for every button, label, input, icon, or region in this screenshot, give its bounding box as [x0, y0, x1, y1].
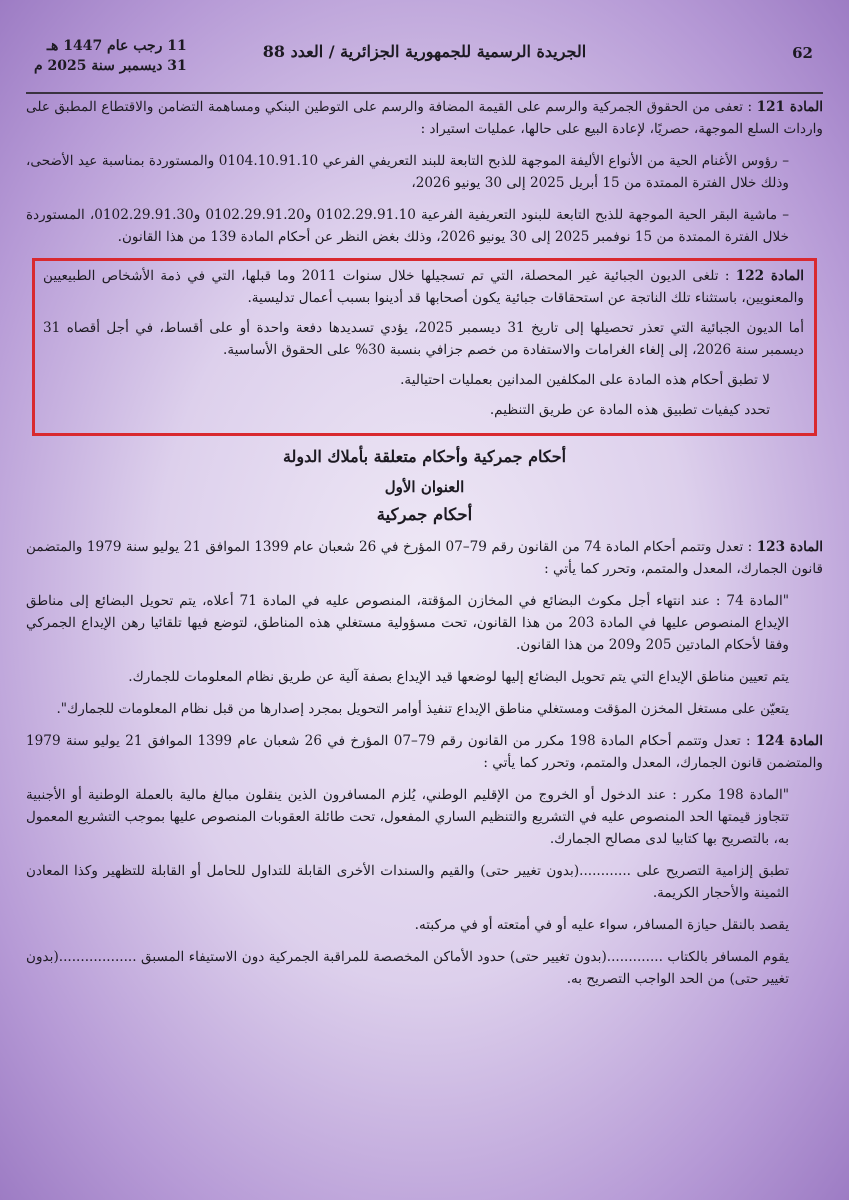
article-122-para-4: تحدد كيفيات تطبيق هذه المادة عن طريق التنظيم.: [489, 402, 770, 418]
article-124-quote-4: يقوم المسافر بالكتاب .............(بدون تغيير حتى) حدود الأماكن المخصصة للمراقبة الجمركية دون الاستيفاء المسبق ..................(بدون تغيير حتى) من الحد الواجب التصريح به.: [26, 949, 789, 987]
page-header: [26, 30, 823, 94]
title-name: أحكام جمركية: [376, 505, 473, 524]
article-text: : تعفى من الحقوق الجمركية والرسم على القيمة المضافة والرسم على التوطين البنكي ومساهمة التضامن والاقتطاع المطبق على واردات السلع الموجهة، حصريًا، لإعادة البيع على حالها، عمليات استيراد :: [26, 99, 823, 137]
article-121-item-1: – رؤوس الأغنام الحية من الأنواع الأليفة الموجهة للذبح التابعة للبند التعريفي الفرعي 0104.10.91.10 والمستوردة بمناسبة عيد الأضحى، وذلك خلال الفترة الممتدة من 15 أبريل 2025 إلى 30 يونيو 2026،: [26, 153, 789, 191]
article-124-quote-3: يقصد بالنقل حيازة المسافر، سواء عليه أو في أمتعته أو في مركبته.: [414, 917, 789, 933]
article-123: [26, 536, 823, 580]
article-label: المادة 122: [735, 268, 805, 284]
section-heading: أحكام جمركية وأحكام متعلقة بأملاك الدولة: [282, 447, 567, 466]
article-label: المادة 123: [756, 539, 824, 555]
article-123-quote-3: يتعيّن على مستغل المخزن المؤقت ومستغلي مناطق الإيداع تنفيذ أوامر التحويل بمجرد إصدارها من قبل نظام المعلومات للجمارك".: [56, 701, 789, 717]
article-121-item-2: – ماشية البقر الحية الموجهة للذبح التابعة للبنود التعريفية الفرعية 0102.29.91.10 و0102.29.91.20 و0102.29.91.30، المستوردة خلال الفترة الممتدة من 15 نوفمبر 2025 إلى 30 يونيو 2026، وذلك بغض النظر عن أحكام المادة 139 من هذا القانون.: [26, 207, 789, 245]
article-121: [26, 96, 823, 140]
article-122-para-2: أما الديون الجبائية التي تعذر تحصيلها إلى تاريخ 31 ديسمبر 2025، يؤدي تسديدها دفعة واحدة أو على أقساط، في أجل أقصاه 31 ديسمبر سنة 2026، إلى إلغاء الغرامات والاستفادة من خصم جزافي بنسبة 30% على الحقوق الأساسية.: [43, 320, 804, 358]
article-124: [26, 730, 823, 774]
article-text: : تلغى الديون الجبائية غير المحصلة، التي تم تسجيلها خلال سنوات 2011 وما قبلها، التي في ذمة الأشخاص الطبيعيين والمعنويين، باستثناء تلك الناتجة عن استحقاقات جبائية يكون أصحابها قد أدينوا بسبب أعمال تدليسية.: [43, 268, 804, 306]
article-124-quote-2: تطبق إلزامية التصريح على ............(بدون تغيير حتى) والقيم والسندات الأخرى القابلة للتداول للحامل أو القابلة للتظهير وكذا المعادن الثمينة والأحجار الكريمة.: [26, 863, 789, 901]
article-123-quote-2: يتم تعيين مناطق الإيداع التي يتم تحويل البضائع إليها لوضعها قيد الإيداع بصفة آلية عن طريق نظام المعلومات للجمارك.: [128, 669, 789, 685]
article-label: المادة 124: [755, 733, 823, 749]
date-gregorian: 31 ديسمبر سنة 2025 م: [34, 58, 187, 74]
page-number: 62: [792, 44, 813, 62]
article-124-quote-1: "المادة 198 مكرر : عند الدخول أو الخروج من الإقليم الوطني، يُلزم المسافرون الذين ينقلون مبالغ مالية بالعملة الوطنية أو الأجنبية تتجاوز قيمتها الحد المنصوص عليه في التشريع والتنظيم الساري المفعول، تحت طائلة العقوبات المنصوص عليها بموجب التشريع المعمول به، بالتصريح بها كتابيا لدى مصالح الجمارك.: [26, 787, 790, 847]
date-hijri: 11 رجب عام 1447 هـ: [46, 38, 187, 54]
highlight-box: [32, 258, 817, 436]
article-122: [43, 265, 804, 309]
issue-date: [34, 36, 187, 76]
gazette-title: الجريدة الرسمية للجمهورية الجزائرية / العدد 88: [262, 42, 587, 61]
document-body: [26, 96, 823, 1000]
title-label: العنوان الأول: [384, 478, 465, 496]
article-text: : تعدل وتتمم أحكام المادة 198 مكرر من القانون رقم 79–07 المؤرخ في 26 شعبان عام 1399 الموافق 21 يوليو سنة 1979 والمتضمن قانون الجمارك، المعدل والمتمم، وتحرر كما يأتي :: [26, 733, 823, 771]
gazette-page: [26, 20, 823, 1180]
article-122-para-3: لا تطبق أحكام هذه المادة على المكلفين المدانين بعمليات احتيالية.: [400, 372, 770, 388]
article-label: المادة 121: [756, 99, 823, 115]
article-123-quote-1: "المادة 74 : عند انتهاء أجل مكوث البضائع في المخازن المؤقتة، المنصوص عليه في المادة 71 أعلاه، يتم تحويل البضائع إلى مناطق الإيداع المنصوص عليها في المادة 203 من هذا القانون، تحت مسؤولية مستغلي هذه المناطق، لتوضع فيها تلقائيا رهن الإيداع الجمركي وفقا لأحكام المادتين 205 و209 من هذا القانون.: [26, 593, 790, 653]
article-text: : تعدل وتتمم أحكام المادة 74 من القانون رقم 79–07 المؤرخ في 26 شعبان عام 1399 الموافق 21 يوليو سنة 1979 والمتضمن قانون الجمارك، المعدل والمتمم، وتحرر كما يأتي :: [26, 539, 823, 577]
